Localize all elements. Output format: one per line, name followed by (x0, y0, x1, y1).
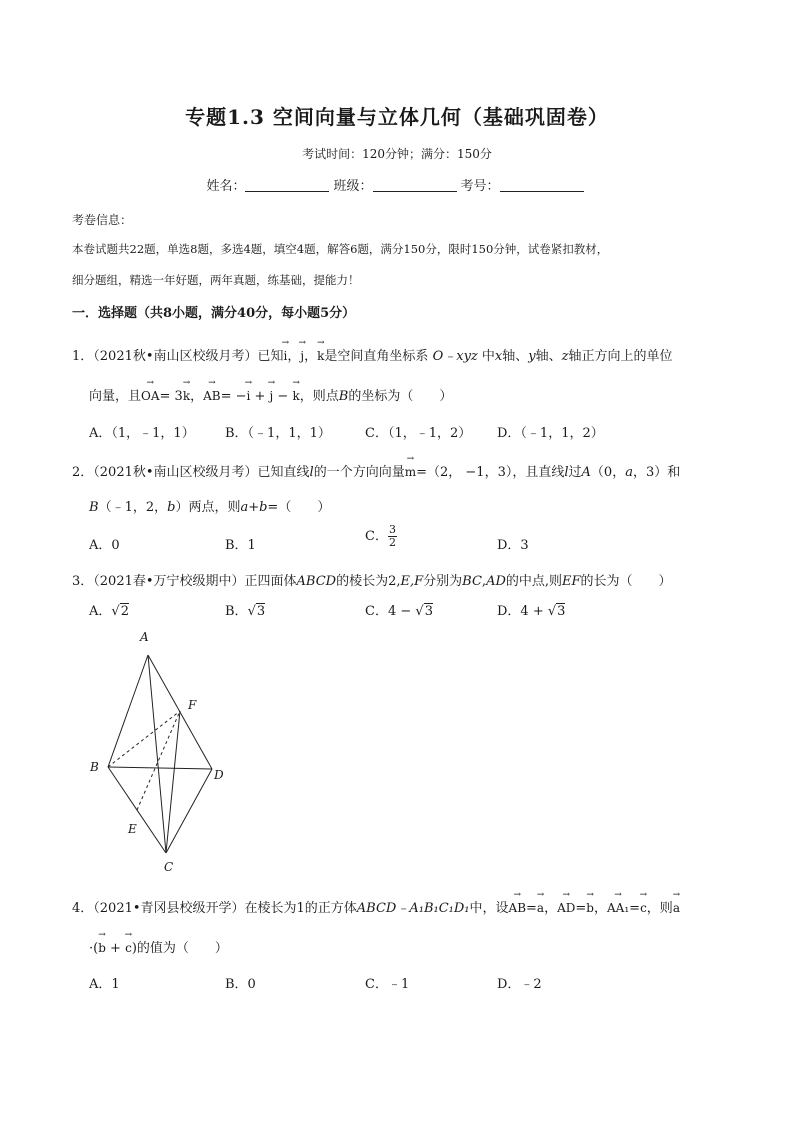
q1-line2a: 向量，且 (89, 389, 142, 404)
label-a: A (140, 630, 149, 644)
q2-through: 过 (568, 465, 582, 480)
tetrahedron-figure (80, 625, 250, 880)
q1-x: x (494, 349, 503, 364)
q1-prefix: 1．（2021秋•南山区校级月考）已知 (72, 349, 284, 364)
section-heading: 一．选择题（共8小题，满分40分，每小题5分） (72, 306, 356, 321)
vec-k: → k (317, 349, 324, 363)
q4-mid: 中，设 (469, 901, 509, 916)
q2-line1 (72, 461, 680, 480)
vec-c: → c (640, 901, 647, 915)
q3-option-d[interactable] (497, 600, 565, 619)
q2-vecval: =（2， −1，3），且直线 (416, 465, 565, 480)
fraction-den: 2 (388, 536, 396, 549)
edge-ab (108, 655, 148, 767)
q1-oxyz: O﹣xyz (432, 349, 478, 364)
q3-abcd: ABCD (296, 574, 337, 589)
q1-option-d[interactable]: D．（﹣1，1，2） (497, 426, 604, 441)
q4-cube: ABCD﹣A₁B₁C₁D₁ (356, 901, 470, 916)
q1-z: z (561, 349, 569, 364)
info-heading: 考卷信息： (72, 213, 133, 227)
q2-l: l (309, 465, 314, 480)
exam-meta: 考试时间：120分钟；满分：150分 (302, 147, 492, 161)
q3-mid2: 分别为 (423, 574, 463, 589)
vec-b: → b (586, 901, 594, 915)
q3-opt-c-rad: 3 (424, 604, 433, 619)
q4-line2 (89, 937, 228, 956)
class-label: 班级： (333, 179, 373, 194)
q1-y: y (528, 349, 536, 364)
q2-option-b[interactable]: B．1 (225, 538, 256, 553)
q3-opt-b-label: B． (225, 604, 248, 619)
number-blank[interactable] (500, 179, 584, 192)
label-b: B (90, 760, 99, 774)
q1-mid: 是空间直角坐标系 (324, 349, 429, 364)
q2-option-c[interactable] (365, 524, 397, 549)
q2-b-coords-a: （﹣1，2， (98, 500, 168, 515)
number-label: 考号： (460, 179, 500, 194)
q1-line1: 1．（2021秋•南山区校级月考）已知→ i，→ j，→ k是空间直角坐标系 O﹣xyz 中x轴、y轴、z轴正方向上的单位 (72, 345, 673, 364)
sqrt-icon: √ (247, 604, 256, 619)
q4-option-c[interactable]: C．﹣1 (365, 977, 410, 992)
q1-option-a[interactable]: A．（1，﹣1，1） (89, 426, 195, 441)
info-line-2: 细分题组，精选一年好题，两年真题，练基础，提能力！ (72, 273, 360, 287)
vec-j2: → j (270, 389, 274, 403)
q3-opt-a-label: A． (89, 604, 112, 619)
q1-option-c[interactable]: C．（1，﹣1，2） (365, 426, 472, 441)
vec-a2: → a (673, 901, 680, 915)
q2-option-a[interactable]: A．0 (89, 538, 120, 553)
q1-tail: 轴正方向上的单位 (568, 349, 673, 364)
q2-option-c-label: C． (365, 529, 388, 544)
q4-eq-b: = (575, 901, 587, 916)
sqrt-icon: √ (111, 604, 120, 619)
student-fields (0, 175, 794, 194)
q3-option-a[interactable] (89, 600, 129, 619)
q4-comma1: ， (544, 901, 558, 916)
q2-b-point: B (89, 500, 99, 515)
vec-m: → m (405, 465, 416, 479)
q1-comma: ， (190, 389, 204, 404)
q2-a-coords-b: ，3）和 (632, 465, 681, 480)
q3-opt-d-rad: 3 (557, 604, 566, 619)
q1-line2c: 的坐标为（ ） (348, 389, 453, 404)
label-f: F (188, 698, 197, 712)
vec-c2: → c (125, 941, 132, 955)
q2-a: a (625, 465, 633, 480)
q1-eq2: = − (220, 389, 247, 404)
q4-comma2: ， (593, 901, 607, 916)
q2-line2 (89, 496, 330, 515)
q3-tail: 的长为（ ） (580, 574, 672, 589)
q4-prefix: 4．（2021•青冈县校级开学）在棱长为1的正方体 (72, 901, 357, 916)
q2-l2: l (564, 465, 569, 480)
q3-opt-d-label: D．4 + (497, 604, 548, 619)
q3-line1 (72, 570, 672, 589)
q3-ad: AD (486, 574, 506, 589)
q2-a-coords-a: （0， (590, 465, 626, 480)
vec-ab: → AB (203, 389, 220, 403)
q4-option-a[interactable]: A．1 (89, 977, 120, 992)
label-d: D (214, 768, 224, 782)
name-blank[interactable] (245, 179, 329, 192)
fraction-num: 3 (388, 523, 396, 536)
q1-eq1: = 3 (159, 389, 183, 404)
q2-tail: =（ ） (267, 500, 331, 515)
q2-option-d[interactable]: D．3 (497, 538, 529, 553)
q3-bc: BC (462, 574, 482, 589)
vec-ad: → AD (557, 901, 575, 915)
q3-comma: , (481, 574, 487, 589)
q1-plus: + (250, 389, 270, 404)
q1-option-b[interactable]: B．（﹣1，1，1） (225, 426, 331, 441)
vec-k3: → k (292, 389, 299, 403)
q1-zhong: 中 (481, 349, 495, 364)
label-c: C (164, 860, 174, 874)
q3-prefix: 3．（2021春•万宁校级期中）正四面体 (72, 574, 297, 589)
vec-oa: → OA (141, 389, 160, 403)
q2-prefix: 2．（2021秋•南山区校级月考）已知直线 (72, 465, 310, 480)
q4-eq-c: = (629, 901, 641, 916)
vec-i2: → i (247, 389, 251, 403)
q3-opt-c-label: C．4 − (365, 604, 416, 619)
vec-aa1: → AA₁ (607, 901, 629, 915)
label-e: E (128, 822, 137, 836)
vec-j: → j (300, 349, 304, 363)
q4-line2a: ·( (89, 941, 99, 956)
q2-mid: 的一个方向向量 (313, 465, 405, 480)
q2-a-point: A (581, 465, 591, 480)
q3-ef: E,F (400, 574, 424, 589)
q1-minus: − (273, 389, 293, 404)
q1-b: B (338, 389, 349, 404)
q4-option-d[interactable]: D．﹣2 (497, 977, 542, 992)
segment-bf (108, 711, 180, 767)
q1-line2 (89, 385, 452, 404)
class-blank[interactable] (373, 179, 457, 192)
q3-opt-b-rad: 3 (256, 604, 266, 619)
q3-option-c[interactable] (365, 600, 433, 619)
fraction (388, 524, 397, 549)
info-line-1: 本卷试题共22题，单选8题，多选4题，填空4题，解答6题，满分150分，限时150分钟，试卷紧扣教材， (72, 242, 609, 256)
q4-eq-a: = (526, 901, 537, 916)
q4-line2b: )的值为（ ） (131, 941, 228, 956)
segment-ef (137, 711, 180, 810)
vec-i: → i (284, 349, 288, 363)
name-label: 姓名： (206, 179, 246, 194)
vec-b2: → b (98, 941, 106, 955)
q4-plus: + (105, 941, 126, 956)
q2-apb: a+b (240, 500, 268, 515)
q1-line2b: ，则点 (299, 389, 339, 404)
edge-bd (108, 767, 212, 769)
q4-then: ，则 (646, 901, 673, 916)
q1-y-axis: 轴、 (535, 349, 562, 364)
q4-option-b[interactable]: B．0 (225, 977, 256, 992)
q3-mid3: 的中点,则 (505, 574, 563, 589)
page-title: 专题1.3 空间向量与立体几何（基础巩固卷） (185, 105, 609, 129)
q3-ef2: EF (562, 574, 581, 589)
vec-a: → a (537, 901, 544, 915)
q1-x-axis: 轴、 (502, 349, 529, 364)
sqrt-icon: √ (415, 604, 424, 619)
q2-b-coords-b: ）两点，则 (175, 500, 241, 515)
sqrt-icon: √ (547, 604, 557, 619)
q3-opt-a-rad: 2 (120, 604, 129, 619)
edge-ac (148, 655, 166, 853)
q3-option-b[interactable] (225, 600, 265, 619)
q3-mid1: 的棱长为2, (336, 574, 401, 589)
vec-ab4: → AB (509, 901, 526, 915)
q4-line1 (72, 897, 680, 916)
vec-k2: → k (183, 389, 190, 403)
q2-b: b (167, 500, 176, 515)
